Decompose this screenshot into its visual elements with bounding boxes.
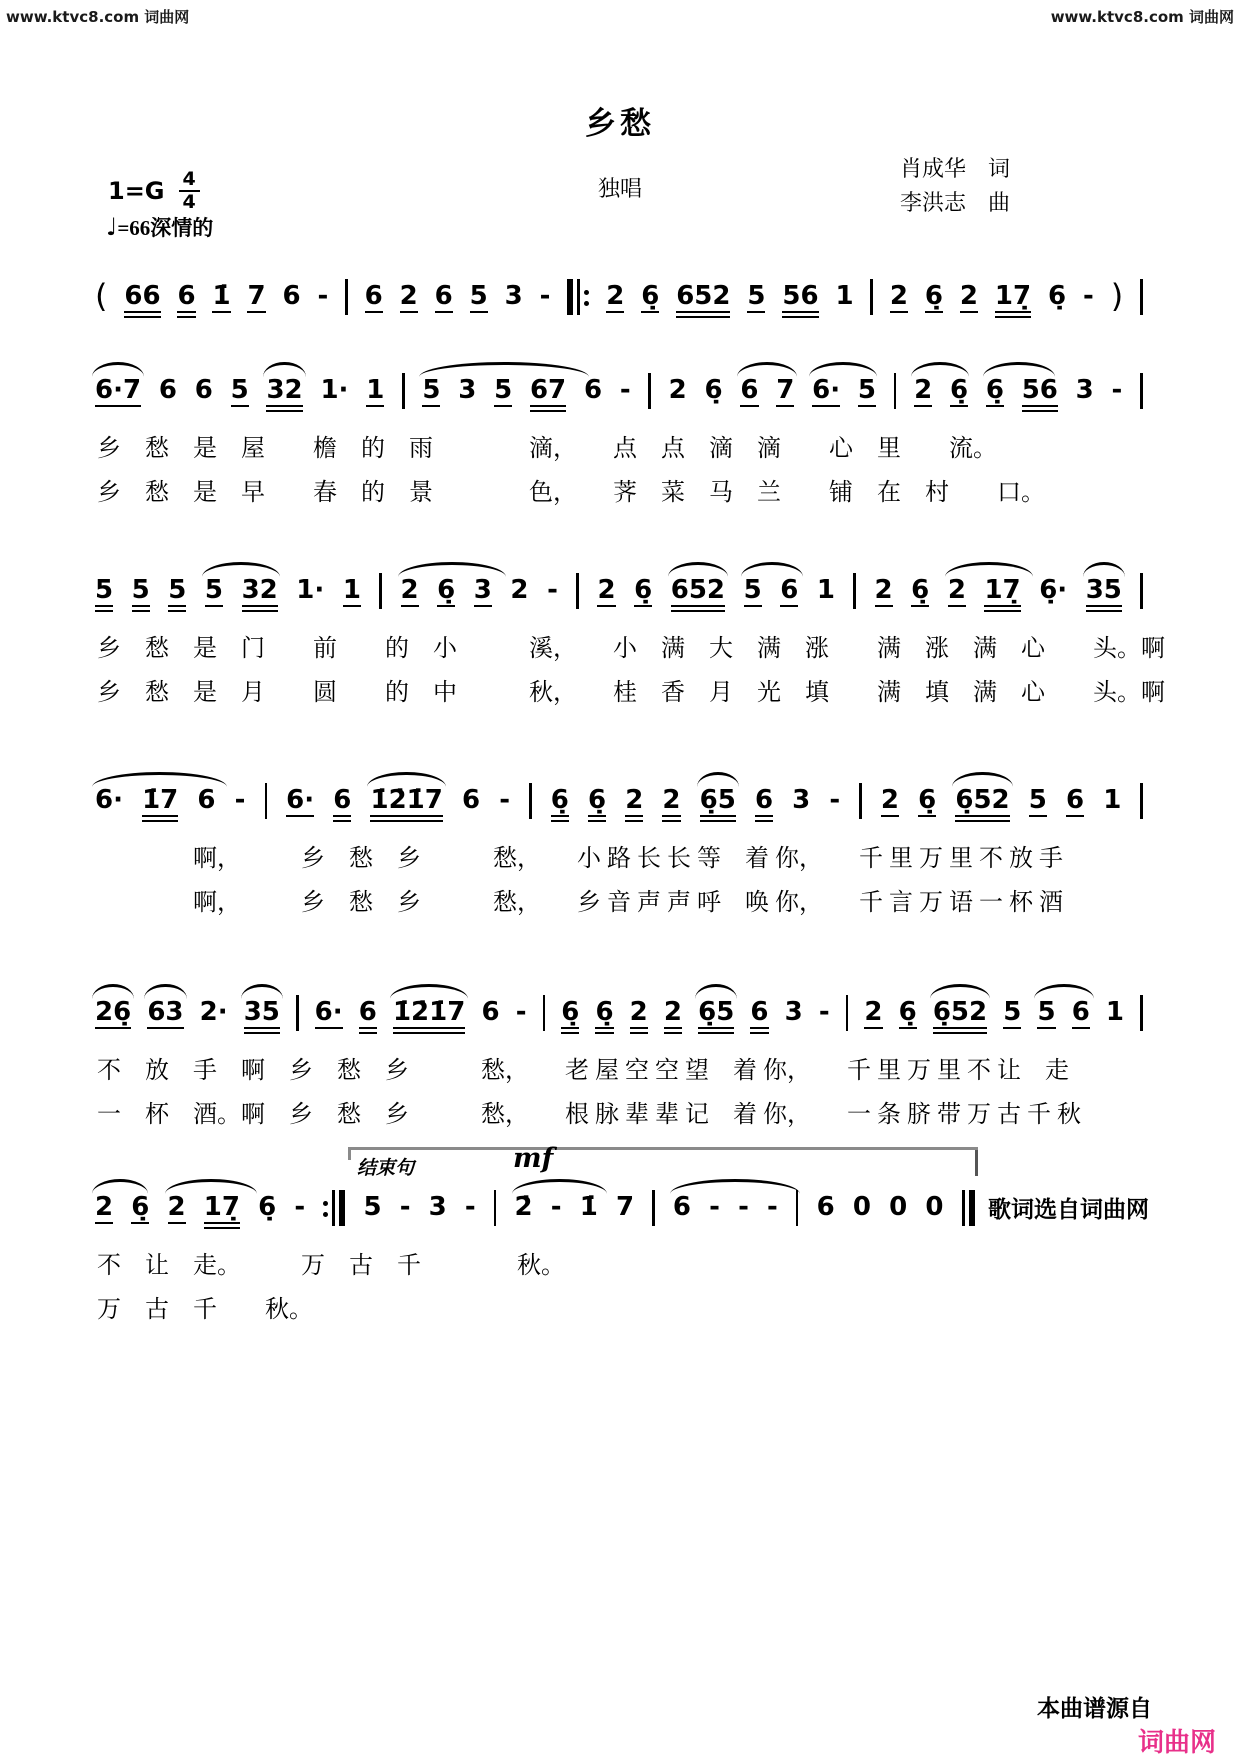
note-token: 6 <box>158 375 177 405</box>
key-signature-text: 1=G <box>108 177 165 205</box>
barline <box>853 573 856 609</box>
note-token: 6 <box>177 283 195 318</box>
note-token: 2 <box>95 1194 113 1229</box>
slur-arc <box>390 984 468 999</box>
note-token: 1 <box>1105 997 1124 1027</box>
note-token: 6̣ <box>641 283 659 318</box>
final-barline <box>962 1190 975 1226</box>
note-token: - <box>550 1192 562 1222</box>
note-token: - <box>499 785 510 815</box>
notation-row <box>95 566 1143 612</box>
note-token: - <box>1111 375 1123 405</box>
barline <box>379 573 382 609</box>
tempo-text: =66深情的 <box>117 216 214 240</box>
slur-arc <box>263 362 305 377</box>
barline <box>870 279 873 315</box>
note-token: - <box>294 1192 306 1222</box>
note-token: 6̣ <box>899 999 917 1034</box>
barline <box>894 373 897 409</box>
slur-arc <box>241 984 283 999</box>
note-token: 2 <box>875 577 893 612</box>
note-token: 5 <box>744 577 762 612</box>
note-token: 3 <box>504 281 523 311</box>
note-token: - <box>1082 281 1094 311</box>
lyrics-row: 不 放 手 啊 乡 愁 乡 愁， 老 屋 空 空 望 着 你， 千 里 万 里 不 让 走 <box>97 1058 1069 1084</box>
ending-bracket <box>348 1147 978 1150</box>
note-token: 6̣ <box>950 377 968 412</box>
slur-arc <box>92 984 134 999</box>
phrase-paren: ( <box>95 277 108 315</box>
note-token: 32 <box>266 377 302 412</box>
note-token: 6̣ <box>925 283 943 318</box>
note-token: 6̣ <box>588 787 606 822</box>
note-token: 35 <box>244 999 280 1034</box>
note-token: 1̇ <box>579 1192 598 1222</box>
lyrics-row: 啊， 乡 愁 乡 愁， 小 路 长 长 等 着 你， 千 里 万 里 不 放 手 <box>97 846 1063 872</box>
note-token: - <box>539 281 551 311</box>
note-token: 6̣ <box>561 999 579 1034</box>
note-token: 5 <box>363 1192 382 1222</box>
system-6 <box>95 1143 1149 1323</box>
note-token: 5 <box>858 377 876 412</box>
lyrics-row: 乡 愁 是 门 前 的 小 溪， 小 满 大 满 涨 满 涨 满 心 头。啊 <box>97 636 1165 662</box>
note-token: 66 <box>124 283 160 318</box>
note-token: 5 <box>470 283 488 318</box>
note-token: - <box>829 785 841 815</box>
note-token: 2 <box>606 283 624 318</box>
note-token: 1 <box>343 577 361 612</box>
note-token: 1· <box>320 375 349 405</box>
note-token: 5 <box>231 377 249 412</box>
notation-row <box>95 272 1143 318</box>
note-token: 6̣ <box>634 577 652 612</box>
note-token: - <box>547 575 558 605</box>
barline <box>529 783 532 819</box>
note-token: 7 <box>776 377 794 412</box>
note-token: 5 <box>132 577 150 612</box>
slur-arc <box>952 772 1012 787</box>
barline <box>1140 995 1143 1031</box>
note-token: - <box>515 997 527 1027</box>
note-token: 1 <box>366 377 384 412</box>
lyricist-credit: 肖成华 词 <box>899 156 1010 181</box>
note-token: 6̣ <box>437 577 455 612</box>
lyrics-source-note: 歌词选自词曲网 <box>988 1197 1149 1222</box>
note-token: 2· <box>199 997 228 1027</box>
note-token: 6 <box>740 377 758 412</box>
note-token: 6 <box>583 375 603 405</box>
note-token: 7 <box>247 283 265 318</box>
dynamic-marking: mf <box>513 1143 554 1174</box>
note-token: 6· <box>95 787 123 822</box>
note-token: 5 <box>168 577 186 612</box>
note-token: 6 <box>359 999 377 1034</box>
note-token: 6̣5 <box>698 999 734 1034</box>
note-token: 6 <box>435 283 453 318</box>
note-token: 6 <box>197 785 216 815</box>
note-token: 1̇7 <box>142 787 178 822</box>
note-token: 6 <box>194 375 213 405</box>
barline <box>402 373 405 409</box>
phrase-paren: ) <box>1110 277 1124 315</box>
note-token: 5 <box>95 577 113 612</box>
note-token: 2 <box>401 577 419 612</box>
note-token: 2 <box>625 787 643 822</box>
lyrics-row: 乡 愁 是 屋 檐 的 雨 滴， 点 点 滴 滴 心 里 流。 <box>97 436 997 462</box>
note-token: 5 <box>747 283 765 318</box>
lyrics-row: 乡 愁 是 早 春 的 景 色， 荠 菜 马 兰 铺 在 村 口。 <box>97 480 1045 506</box>
system-2 <box>95 366 1143 506</box>
note-token: 35 <box>1086 577 1122 612</box>
slur-arc <box>668 562 728 577</box>
ending-phrase-label: 结束句 <box>357 1158 415 1179</box>
note-token: 652 <box>676 283 730 318</box>
note-token: 5 <box>1037 999 1055 1034</box>
note-token: 6 <box>673 1194 691 1229</box>
note-token: 3 <box>474 577 492 612</box>
barline <box>652 1190 655 1226</box>
slur-arc <box>1083 562 1125 577</box>
note-token: 6· <box>812 377 840 412</box>
rest-note: 0 <box>925 1192 944 1222</box>
note-token: 7 <box>615 1192 635 1222</box>
notation-row <box>95 366 1143 412</box>
note-token: 1 <box>816 575 835 605</box>
note-token: 1̇ <box>212 283 230 318</box>
note-token: 2 <box>890 283 908 318</box>
notation-row <box>95 776 1143 822</box>
key-signature <box>108 170 200 212</box>
notation-row <box>95 988 1143 1034</box>
barline <box>846 995 849 1031</box>
time-signature-denominator: 4 <box>182 191 196 213</box>
barline <box>1140 373 1143 409</box>
note-token: 6̣ <box>911 577 929 612</box>
note-token: 6· <box>315 999 343 1034</box>
note-token: 17̣ <box>204 1194 240 1229</box>
note-token: 6̣ <box>131 1194 149 1229</box>
note-token: 6̣ <box>595 999 613 1034</box>
watermark-top-right: www.ktvc8.com 词曲网 <box>1050 8 1234 26</box>
note-token: 6̣5 <box>700 787 736 822</box>
lyrics-row: 啊， 乡 愁 乡 愁， 乡 音 声 声 呼 唤 你， 千 言 万 语 一 杯 酒 <box>97 890 1063 916</box>
note-token: 2 <box>510 575 529 605</box>
barline <box>859 783 862 819</box>
note-token: 2 <box>664 999 682 1034</box>
note-token: - <box>709 1192 720 1222</box>
note-token: 3 <box>458 375 477 405</box>
time-signature <box>179 170 200 212</box>
note-token: 17̣ <box>995 283 1031 318</box>
note-token: 3 <box>792 785 811 815</box>
score-source-label: 本曲谱源自 <box>1037 1696 1152 1721</box>
note-token: 2 <box>914 377 932 412</box>
note-token: 2̇ <box>515 1194 533 1229</box>
rest-note: 0 <box>889 1192 908 1222</box>
lyrics-row: 不 让 走。 万 古 千 秋。 <box>97 1253 565 1279</box>
note-token: 5 <box>422 377 440 412</box>
performance-type-label: 独唱 <box>597 176 642 201</box>
note-token: 6 <box>750 999 768 1034</box>
system-5 <box>95 988 1143 1128</box>
system-4 <box>95 776 1143 916</box>
note-token: - <box>738 1192 749 1222</box>
note-token: 6 <box>816 1192 835 1222</box>
note-token: 6·7 <box>95 377 141 412</box>
note-token: 17̣ <box>984 577 1020 612</box>
note-token: 6̣ <box>704 375 723 405</box>
system-3 <box>95 566 1165 706</box>
note-token: 3 <box>784 997 803 1027</box>
note-token: 2 <box>400 283 418 318</box>
note-token: - <box>767 1192 778 1222</box>
note-token: 6̣· <box>1039 575 1068 605</box>
note-token: 56 <box>1022 377 1058 412</box>
note-token: 5 <box>494 377 512 412</box>
slur-arc <box>697 772 739 787</box>
note-token: - <box>317 281 329 311</box>
barline <box>296 995 299 1031</box>
note-token: 6 <box>1072 999 1090 1034</box>
note-token: 1 <box>835 281 854 311</box>
note-token: 6 <box>780 577 798 612</box>
barline <box>543 995 546 1031</box>
slur-arc <box>670 1179 800 1194</box>
note-token: 6 <box>481 997 500 1027</box>
composer-credit: 李洪志 曲 <box>899 190 1010 215</box>
lyrics-row: 一 杯 酒。啊 乡 愁 乡 愁， 根 脉 辈 辈 记 着 你， 一 条 脐 带 万 古 千 秋 <box>97 1102 1081 1128</box>
note-token: 2 <box>662 787 680 822</box>
note-token: 6̣ <box>258 1192 277 1222</box>
barline <box>265 783 268 819</box>
page-title: 乡愁 <box>585 106 655 141</box>
rest-note: 0 <box>852 1192 871 1222</box>
note-token: 63 <box>147 999 183 1034</box>
note-token: - <box>464 1192 476 1222</box>
quarter-note-icon: ♩ <box>106 213 118 241</box>
barline <box>345 279 348 315</box>
time-signature-numerator: 4 <box>179 170 200 192</box>
barline <box>576 573 579 609</box>
note-token: 3 <box>428 1192 447 1222</box>
note-token: 5 <box>1029 787 1047 822</box>
note-token: 2 <box>948 577 966 612</box>
note-token: 6̣ <box>918 787 936 822</box>
note-token: 1̇2̇1̇7 <box>370 787 442 822</box>
barline <box>1140 279 1143 315</box>
barline <box>1140 783 1143 819</box>
slur-arc <box>367 772 445 787</box>
note-token: 56 <box>782 283 818 318</box>
note-token: 1̇2̇1̇7 <box>393 999 465 1034</box>
note-token: 3 <box>1075 375 1094 405</box>
note-token: - <box>234 785 246 815</box>
watermark-top-left: www.ktvc8.com 词曲网 <box>6 8 190 26</box>
site-logo: 词曲网 <box>1137 1728 1216 1754</box>
note-token: - <box>818 997 830 1027</box>
note-token: 2 <box>881 787 899 822</box>
slur-arc <box>930 984 990 999</box>
note-token: 2 <box>668 375 687 405</box>
note-token: 2 <box>630 999 648 1034</box>
note-token: 1· <box>296 575 325 605</box>
note-token: 652 <box>671 577 725 612</box>
barline <box>796 1190 799 1226</box>
note-token: 6 <box>1066 787 1084 822</box>
note-token: 2 <box>960 283 978 318</box>
slur-arc <box>695 984 737 999</box>
repeat-open-barline <box>567 279 589 315</box>
note-token: 1 <box>1103 785 1122 815</box>
notation-row <box>95 1183 975 1229</box>
note-token: 2 <box>168 1194 186 1229</box>
note-token: - <box>619 375 631 405</box>
note-token: 6 <box>461 785 481 815</box>
note-token: 32 <box>242 577 278 612</box>
barline <box>494 1190 497 1226</box>
note-token: 6̣ <box>986 377 1004 412</box>
lyrics-row: 乡 愁 是 月 圆 的 中 秋， 桂 香 月 光 填 满 填 满 心 头。啊 <box>97 680 1165 706</box>
note-token: 2 <box>864 999 882 1034</box>
note-token: 6̣ <box>1047 281 1067 311</box>
note-token: 67 <box>530 377 566 412</box>
slur-arc <box>144 984 186 999</box>
slur-arc <box>92 362 144 377</box>
lyrics-row: 万 古 千 秋。 <box>97 1297 313 1323</box>
note-token: 6 <box>333 787 351 822</box>
note-token: - <box>399 1192 411 1222</box>
credits-block <box>900 152 1010 220</box>
barline <box>648 373 651 409</box>
note-token: 6 <box>365 283 383 318</box>
note-token: 5 <box>1003 999 1021 1034</box>
note-token: 2 <box>597 577 615 612</box>
note-token: 6· <box>286 787 314 822</box>
note-token: 6̣52 <box>933 999 987 1034</box>
system-1 <box>95 272 1143 318</box>
tempo-marking <box>106 212 213 242</box>
note-token: 6 <box>282 281 301 311</box>
note-token: 6̣52 <box>955 787 1009 822</box>
note-token: 6 <box>755 787 773 822</box>
note-token: 5 <box>205 577 223 612</box>
note-token: 26̣ <box>95 999 131 1034</box>
note-token: 6̣ <box>551 787 569 822</box>
repeat-close-barline <box>323 1190 345 1226</box>
barline <box>1140 573 1143 609</box>
